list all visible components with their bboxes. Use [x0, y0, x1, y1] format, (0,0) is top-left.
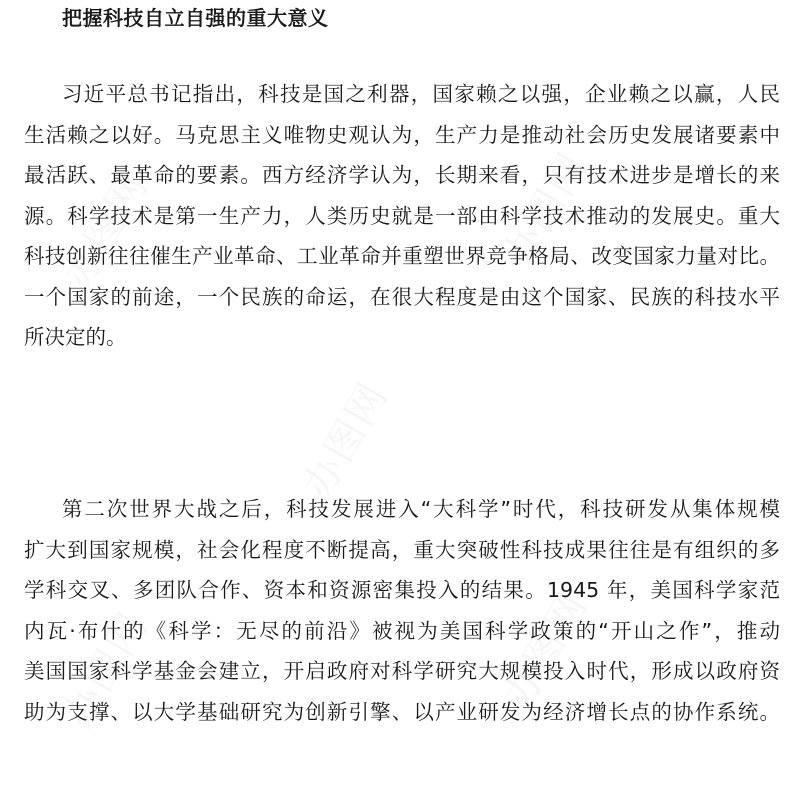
watermark: 办图网: [294, 374, 398, 507]
paragraph-line: 扩大到国家规模，社会化程度不断提高，重大突破性科技成果往往是有组织的多: [24, 537, 780, 562]
section-heading: 把握科技自立自强的重大意义: [62, 6, 329, 30]
paragraph-line: 美国国家科学基金会建立，开启政府对科学研究大规模投入时代，形成以政府资: [24, 659, 780, 683]
watermark: 办图网: [54, 164, 158, 297]
paragraph-line: 第二次世界大战之后，科技发展进入“大科学”时代，科技研发从集体规模: [62, 497, 780, 521]
paragraph-line: 科技创新往往催生产业革命、工业革命并重塑世界竞争格局、改变国家力量对比。: [24, 244, 780, 268]
paragraph-line: 最活跃、最革命的要素。西方经济学认为，长期来看，只有技术进步是增长的来: [24, 163, 780, 187]
paragraph-line: 内瓦·布什的《科学：无尽的前沿》被视为美国科学政策的“开山之作”，推动: [24, 618, 780, 643]
paragraph-line: 源。科学技术是第一生产力，人类历史就是一部由科学技术推动的发展史。重大: [24, 203, 780, 228]
paragraph-2: [24, 489, 780, 732]
watermark: 办图网: [494, 144, 598, 277]
paragraph-line: 所决定的。: [24, 325, 127, 349]
watermark: 办图网: [494, 584, 598, 717]
paragraph-line: 生活赖之以好。马克思主义唯物史观认为，生产力是推动社会历史发展诸要素中: [24, 122, 780, 147]
paragraph-1: [24, 74, 780, 358]
paragraph-line: 习近平总书记指出，科技是国之利器，国家赖之以强，企业赖之以赢，人民: [62, 82, 780, 106]
watermark: 办图网: [54, 604, 158, 737]
paragraph-line: 学科交叉、多团队合作、资本和资源密集投入的结果。1945 年，美国科学家范: [24, 578, 780, 602]
paragraph-line: 一个国家的前途，一个民族的命运，在很大程度是由这个国家、民族的科技水平: [24, 284, 780, 309]
paragraph-line: 助为支撑、以大学基础研究为创新引擎、以产业研发为经济增长点的协作系统。: [24, 699, 780, 724]
